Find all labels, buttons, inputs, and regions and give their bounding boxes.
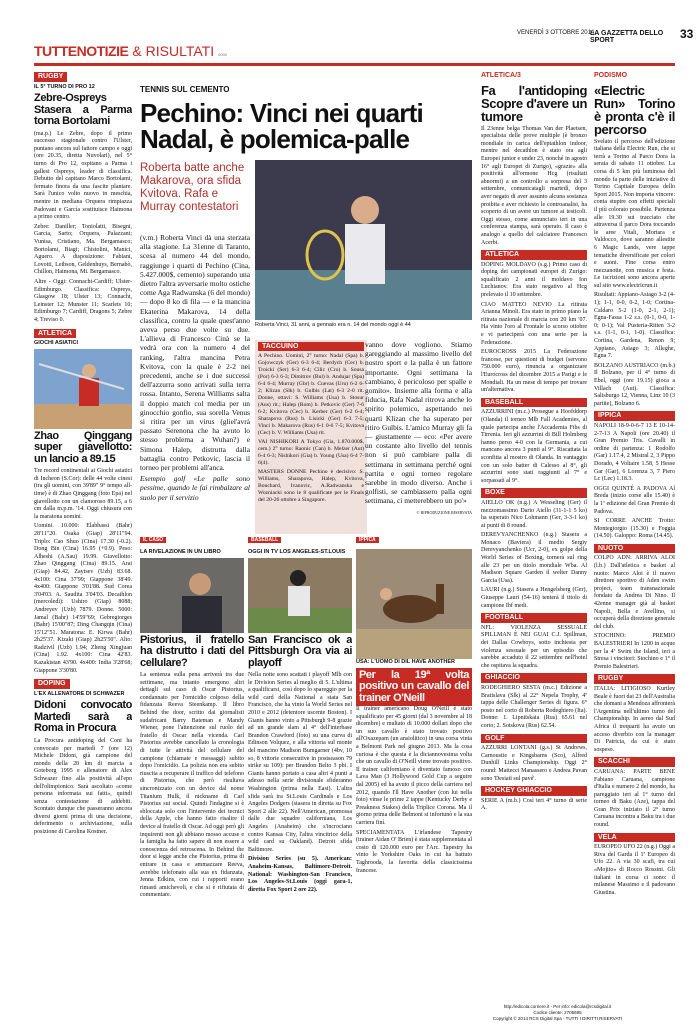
section-amp: &	[132, 43, 142, 59]
rugby-body: (ma.p.) Le Zebre, dopo il primo successo stagionale contro l'Ulster, puntano ancora sul fattore campo e oggi (ore 20.35, diretta Nuvolari), nel 5° turno di Pro 12, ospitano a Parma i gallesi Ospreys, leader di classifica. Debutto del capitano Marco Bortolami, fermato finora da una fascite plantare. Sarà l'unico volto nuovo in meschia, mentre in mediana Orquera rimpiazza Padovani e García sostituisce Haimona a primo centro.	[34, 130, 132, 221]
brief-text: ITALIA: LITIGIOSO Kurtley Beale è fuori dai 23 dell'Australia che domani a Mendoza affronterà l'Argentina nell'ultimo turno del Championship. In aereo dal Sud Africa il trequarti ha avuto un acceso diverbio con la manager Di Patricia, da cui è stato sospeso.	[594, 685, 675, 753]
rugby-lineup: Zebre: Daniller; Toniolatti, Bisegni, Garcia, Sarto; Orquera, Palazzani; Vunisa, Cristiano, Ma. Bergamasco; Bortolami, Biagi; Chistolini, Manici, Aguero. A disposizione: Fabiani, Lovotti, Leibson, Geldenhuys, Bernabò, Chillon, Haimona, Mi. Bergamasco.	[34, 223, 132, 276]
taccuino-body: A Pechino. Uomini, 2° turno: Nadal (Spa) b. Gojowczyk (Ger) 6-3 6-4; Berdych (Cec) b. Troicki (Ser) 6-3 6-4; Cilic (Cro) b. Sousa (Por) 6-3 6-3; Dimitrov (Bul) b. Andujar (Spa) 6-4 6-4; Murray (Gbr) b. Cuevas (Uru) 6-2 6-2; Klizan (Slk) b. Gulbis (Lat) 6-3 2-0 rit. Donne, ottavi: S. Williams (Usa) b. Stosur (Aus) rit.; Halep (Rom) b. Petkovic (Ger) 7-6 6-2; Kvitova (Cec) b. Kerber (Ger) 6-2 6-4; Sharapova (Rus) b. Lisicki (Ger) 6-3 7-5; Vinci b. Makarova (Rus) 6-1 0-6 7-5; Kvitova (Cec) b. V. Williams (Usa) rit.	[258, 353, 364, 436]
tennis-subtitle: Roberta batte anche Makarova, ora sfida Kvitova. Rafa e Murray contestatori	[140, 162, 245, 213]
caso-label: LA RIVELAZIONE IN UN LIBRO	[140, 549, 221, 555]
brief-text: DOPING MOLDAVO (s.g.) Primo caso di doping dei campionati europei di Zurigo: squalificato 2 anni il moldavo Ion Luchianov. Era stato negativo al Hcg prelevato il 10 settembre.	[481, 261, 587, 299]
caso-tag: IL CASO	[140, 537, 166, 543]
caso-body: La sentenza sulla pena arriverà tra due settimane, ma intanto emergono altri dettagli sul caso di Oscar Pistorius, condannato per l'omicidio colposo della fidanzata Reeva Steenkamp. Il libro Behind the door, scritto dai giornalisti sudafricani Barry Bateman e Mandy Wiener, pone l'attenzione sul ruolo del fratello di Oscar nella vicenda. Carl Pistorius avrebbe cancellato la cronologia di tutte le attività del cellulare del campione (chiamate e messaggi) subito dopo l'omicidio. La polizia non era subito riuscita a recuperare il traffico del telefono di Pistorius, che però risultava sincronizzato con un device dal nome Titanium Hulk, il nickname di Carl Pistorius sui social. Quindi l'indagine si è sbloccata solo con l'intervento dei tecnici della Apple, che hanno fatto risalire il device al fratello di Oscar. Ad oggi però gli inquirenti non gli abbiano mosso accuse e la famiglia ha fatto sapere di non essere a conoscenza del retroscena. In Behind the door si legge anche che Pistorius, prima di entrare in casa e ammazzare Reeva, avrebbe telefonato alla sua ex fidanzata, Jenna Edkins, con cui i rapporti erano rimasti amichevoli, e che si è rifiutata di commentare.	[140, 672, 244, 899]
zhao-photo	[34, 349, 132, 429]
horse-photo	[356, 549, 472, 659]
baseball-title: San Francisco ok a Pittsburgh Ora via ai playoff	[248, 633, 352, 669]
section-subtitle: RISULTATI	[145, 43, 215, 59]
footer-line3: Copyright © 2014 RCS Digital Spa - TUTTI I DIRITTI RISERVATI	[492, 1016, 623, 1021]
ippica-tag: IPPICA	[356, 537, 379, 543]
atletica-results: Uomini. 10.000: Elabbassi (Bahr) 28'11"20. Osaka (Giap) 28'11"94. Triplo: Cao Shuo (Cina) 17.30 (-0.2). Dong Bin (Cina) 16.95 (+0.9). Peso: Alheshi (A.Sau) 19.99. Giavellotto: Zhao Qinggang (Cina) 89.15. Arai (Giap) 84.42, Zaytsev (Uzb) 83.68. 4x100: Cina 37'99; Giappone 38'49. 4x400: Giappone 3'01'88. Sud Corea 3'04'03. A. Saudita 3'04'03. Decathlon (mercoledì): Ushiro (Giap) 8088; Andreyev (Uzb) 7879. Donne. 5000: Jamal (Bahr) 14'59"69; Gebregiorges (Bahr) 15'00"87; Ding Changqin (Cina) 15'12"51. Maratona: E. Kirwa (Bahr) 2h25'37. Kizaki (Giap) 2h25'50". Alto: Radzivil (Uzb) 1.94; Zheng Xingjuan (Cina) 1.92. 4x100: Cina 42'83. Kazakistan 43'90. 4x400: India 3'28'68; Giappone 3'30'80.	[34, 523, 132, 674]
brief-text: BOLZANO AUSTRIACO (m.b.) Il Bolzano, per il 4° turno di Ebel, oggi (ore 19.15) gioca a Villach (Aut). Classifica: Salisburgo 12, Vienna, Linz 10 (3 partite), Bolzano 6.	[594, 362, 675, 407]
brief-text: EUROPEO UFO 22 (n.g.) Oggi a Riva del Garda il 1ª Europeo di Ufo 22. A via 30 scafi, tra cui «Mojito» di Rocco Rossini. Gli italiani in corsa ci sono: il milanese Massimo e il padovano Giustina.	[594, 844, 675, 896]
baseball-strip	[248, 537, 281, 547]
atletica-title: Zhao Qinggang super giavellotto: un lancio a 89.15	[34, 429, 132, 465]
brief-section-bar: SCACCHI	[594, 757, 675, 767]
podismo-title: «Electric Run» Torino è pronta c'è il percorso	[594, 82, 675, 137]
mid-briefs-list	[481, 250, 587, 813]
tennis-body-col3	[365, 340, 472, 530]
horse-image-icon	[356, 549, 472, 659]
podismo-body: Svelato il percorso dell'edizione italiana della Electric Run, che si terrà a Torino al Parco Dora la serata di sabato 11 ottobre. La corsa di 5 km più luminosa del mondo fa parte delle iniziative di Torino Capitale Europea dello Sport 2015. Non importa vincere: conta stupire con effetti speciali il più colorato possibile. Partenza alle 19.30 sui tracciato che attraversa il parco Dora toccando le aree Vitali, Mortara e Valdocco, dove saranno allestite 6 Magic Lands, vere tappe tematiche diversificate per colori e suoni. Fine corsa entro mezzanotte, con musica e festa. Le iscrizioni sono ancora aperte sul sito www.electricrun.it	[594, 138, 675, 289]
brief-section-bar: BASEBALL	[481, 398, 587, 408]
page-header	[30, 27, 694, 44]
brief-text: DEREVYANCHENKO (n.g.) Stasera a Monaco (Baviera) il medio Sergiy Derevyanchenko (Ucr, 2-0), ex golpe della World Series of Boxing, tornerà sul ring alle 23 per un titolo mondiale Wba. Al Madison Square Garden il welter Danny Garcia (Usa).	[481, 532, 587, 584]
taccuino-box	[255, 340, 367, 534]
section-tiny: 0000	[218, 52, 228, 57]
ippica-spec: SPECIAMENTATA L'irlandese Tapestry (trainer Aidan O' Brien) è stata supplementata al costo di 120.000 euro per l'Arc. Tapestry ha vinto le Yorkshire Oaks in cui ha battuto Taghrooda, la favorita della classicissima francese.	[356, 829, 472, 874]
caso-col	[140, 549, 244, 1004]
brief-text: AIELLO OK (n.g.) A Wesseling (Ger) il mezzomassimo Dario Aiello (31-1-1 5 ko) ha superato Nico Lohmann (Ger, 3-3-1 ko) ai punti di 8 round.	[481, 499, 587, 529]
tennis-title: Pechino: Vinci nei quarti Nadal, è polemica-palle	[140, 98, 423, 154]
baseball-col	[248, 549, 352, 1004]
brief-section-bar: RUGBY	[594, 674, 675, 684]
tennis-credit: © RIPRODUZIONE RISERVATA	[416, 509, 472, 515]
atletica-label: GIOCHI ASIATICI	[34, 340, 78, 347]
podismo-tag: PODISMO	[594, 72, 628, 79]
atletica-body: Tre record continentali ai Giochi asiatici di Incheon (S.Cor): delle 44 volte cinesi (tra gli uomini, con 39'89" 9° tempo all-time) è di Zhao Qinggang (foto Epa) nel giavellotto con un clamoroso 89.15, a 6 cm dalla m.p.m. '14. Oggi chiusura con la maratona uomini.	[34, 468, 132, 520]
athlete-image-icon	[34, 349, 132, 429]
rugby-title: Zebre-Ospreys Stasera a Parma torna Bortolami	[34, 92, 132, 128]
page-number: 33	[680, 27, 694, 41]
vinci-caption: Roberta Vinci, 31 anni, a gennaio era n. 14 del mondo oggi è 44	[255, 322, 411, 328]
ippica-title: Per la 19ª volta positivo un cavallo del trainer O'Neill	[359, 668, 469, 704]
section-banner	[34, 43, 675, 66]
tennis-player-image-icon	[255, 160, 472, 320]
baseball-photo	[248, 558, 352, 633]
rugby-results: Altre - Oggi: Connacht-Cardiff; Ulster-Edimburgo. Classifica: Ospreys, Glasgow 18; Ulster 13; Connacht, Leinster 12; Munster 11; Scarlets 10; Edimburgo 7; Cardiff, Dragons 5; Zebre 4; Treviso 0.	[34, 278, 132, 323]
newspaper-name: LA GAZZETTA DELLO SPORT	[590, 30, 664, 44]
baseball-label: OGGI IN TV LOS ANGELES-ST.LOUIS	[248, 549, 346, 555]
footer-line1: http://edicola.corriere.it - Per info: edicola@rcsdigital.it	[503, 1004, 612, 1009]
brief-section-bar: IPPICA	[594, 411, 675, 421]
column-right	[594, 72, 675, 1002]
person-image-icon	[140, 558, 244, 633]
brief-section-bar: VELA	[594, 833, 675, 843]
brief-text: NFL: VIOLENZA SESSUALE SPILLMAN È NEI GUAI C.J. Spillman, dei Dallas Cowboys, sotto inchiesta per violenza sessuale per un episodio che sarebbe accaduto il 22 settembre nell'hotel che ospitava la squadra.	[481, 624, 587, 669]
doping-body: La Procura antidoping del Coni ha convocato per martedì 7 (ore 12) Michele Didoni, già campione del mondo della 20 km di marcia a Goteborg 1995 e allenatore di Alex Schwazer fino alla positività all'epo dell'olimpionico. Sarà ascoltato «come persona informata sui fatti», quindi senza contestazione di addebiti. Scontato dunque che passeranno ancora diversi giorni prima di una decisione, deferimento o archiviazione, sulla posizione di Carolina Kostner.	[34, 737, 132, 836]
rugby-tag: RUGBY	[34, 72, 67, 82]
pistorius-photo	[140, 558, 244, 633]
tennis-body2: vanno dove vogliono. Stiamo gareggiando al massimo livello del nostro sport e la palla è un fattore importante. Ogni settimana la cambiano, è pericoloso per spalle e gomito». Insieme alla forma e alla fiducia, Rafa Nadal ritrova anche lo spirito polemico, aspettando nei quarti Klizan che ha superato per ritiro Gulbis. L'amico Murray gli fa — giustamente — eco: «Per avere un costante alto livello del tennis non si può cambiare palla di settimana in settimana perché ogni partita e ogni torneo regolare sarebbe in modo diverso. Anche i golfisti, se cambiassero palla ogni settimana, ci metterebbero un po'»	[365, 340, 472, 506]
brief-text: Risultati: Appiano-Asiago 3-2 (4-1); 1-1, 0-0, 0-2, 1-0; Cortina-Caldaro 5-2 (1-0, 2-1, 2-1); Egna-Fassa 1-2 s.s. (0-1, 0-0, 1-0; 0-1); Val Pusteria-Ritten 3-2 s.s. (1-1, 0-1, 1-0). Classifica: Cortina, Gardena, Renon 9; Appiano, Asiago 3; Alleghe, Egna 7.	[594, 292, 675, 360]
doping-title: Didoni convocato Martedì sarà a Roma in Procura	[34, 699, 132, 735]
baseball-tag: BASEBALL	[248, 537, 281, 543]
brief-text: AZZURRINI (m.c.) Prosegue a Hoofddorp (Olanda) il torneo Mlb Fall Academies, al quale partecipa anche l'Accademia Fibs di Tirrenia. Ieri gli azzurrini di Bill Holmberg hanno perso 4-0 con la Germania, a cui mancano ancora 3 punti al 9°. Riscattata la sconfitta al mostro di Olanda. In vantaggio con un solo batter di Calesso al 8°, gli azzurrini sono stati raggiunti al 7° e sorpassati al 9°.	[481, 409, 587, 484]
brief-text: SI CORRE ANCHE Trotto: Montegiorgio (15.30) e Foggia (14.50). Galoppo: Roma (14.45).	[594, 518, 675, 540]
atletica3-tag: ATLETICA/3	[481, 72, 521, 79]
brief-text: STOCHINO: PREMIO BALESTRIERI In 1200 in acque per la 4ª Swim the Island, ieri a Stresa i vincitori: Stochino e 1° il Premio Balestrieri.	[594, 633, 675, 670]
atletica3-title: Fa l'antidoping Scopre d'avere un tumore	[481, 82, 587, 124]
brief-text: NAPOLI 18-9-0-6-7 13 E 10-14-2-7-13 A Napoli (ore 20.40) il Gran Premio Tris. Cavalli in ordine di partenza: 1 Rodolfo (Gar) 1.17.4, 2 Mistral 2, 3 Pippo Dorado, 4 Voltaire 1.58, 5 Hesse Gar (Gar), 6 Lorenza 3, 7 Piero Lc (Lec) 1.18.3.	[594, 422, 675, 483]
brief-text: CIAO MATTEO NEVIO La ritirata Arianna Minoli. Era stato in primo piano la ritirata nazionale di marcia con 20 km '07. Ha vinto l'oro al Frontale lo scorso ottobre e vi parteciperà con una serie per la Federazione.	[481, 301, 587, 346]
caso-title: Pistorius, il fratello ha distrutto i dati del cellulare?	[140, 633, 244, 669]
vinci-photo	[255, 160, 472, 320]
right-briefs-list	[594, 292, 675, 897]
header-date: VENERDÌ 3 OTTOBRE 2014	[517, 30, 595, 36]
brief-text: RODEGHIERO SESTA (m.c.) Edizione a Bratislava (Slk) al 22° Nepela Trophy, 4ª tappa delle Challenger Series di figura. 6° posto nel corto di Roberta Rodeghiero (Ita). Donne: 1. Lipnitskaia (Rus) 65.61 nel corto; 2. Sotskova (Rus) 62.54.	[481, 684, 587, 729]
ippica-strip	[356, 537, 379, 547]
footer	[440, 1004, 675, 1022]
brief-section-bar: GHIACCIO	[481, 673, 587, 683]
ippica-label: USA: L'UOMO DI DIL HAVE ANOTHER	[356, 659, 455, 665]
baseball-player-image-icon	[248, 558, 352, 633]
brief-section-bar: BOXE	[481, 488, 587, 498]
ippica-col	[356, 549, 472, 1004]
doping-label: L'EX ALLENATORE DI SCHWAZER	[34, 690, 125, 697]
brief-text: CARUANA: PARTE BENE Fabiano Caruana, campione d'Italia e numero 2 del mondo, ha pareggiato ieri al 1° turno del torneo di Baku (Aze), tappa del Gran Prix iniziato il 2° turno Caruana incontra a Baku tra i due round.	[594, 768, 675, 829]
section-title: TUTTENOTIZIE	[34, 43, 129, 59]
ippica-body: Il trainer americano Doug O'Neill è stato squalificato per 45 giorni (dal 3 novembre al 18 dicembre) e multato di 10.000 dollari dopo che un suo cavallo è stato trovato positivo all'Oxazepam (un ansiolitico) in una corsa vinta a Belmont Park nel giugno 2013. Ma la cosa curiosa è che questa è la diciannovesima volta che un cavallo di O'Neill viene trovato positivo. Il trainer californiano è diventato famoso con Lava Man (3 Hollywood Gold Cup a seguire dal 2005) ed ha avuto il picco della carriera nel 2012, quando I'll Have Another (con lui nella foto) vinse le prime 2 tappe (Kentucky Derby e Preakness Stakes) della Triplice Corona. Ma il giorno prima delle Belmont si infortunò e la sua carriera finì.	[356, 706, 472, 826]
brief-section-bar: NUOTO	[594, 544, 675, 554]
column-left	[34, 72, 132, 1007]
tennis-kicker: TENNIS SUL CEMENTO	[140, 85, 230, 94]
brief-text: LAURI (n.g.) Stasera a Hengelsberg (Ger), Giuseppe Lauri (54-16) tenterà il titolo di campione Ibf medi.	[481, 587, 587, 609]
brief-text: EUROCROSS 2015 La Federazione francese, per questioni di budget (servono 750.000 euro), rinuncia a organizzare l'Eurocross del dicembre 2015 a Parigi e le Mondiali. Ha un mese di tempo per trovare un'alternativa.	[481, 349, 587, 394]
brief-text: COLPO ADN: ARRIVA ALOI (l.b.) Dall'atletica e basket al nuoto: Marco Aloi è il nuovo direttore sportivo di Aden swim project, team transnazionale fondato da Andrea Di Nino. Il 42enne manager già al basket Napoli, Bella e Avellino, si occuperà della direzione generale del club.	[594, 555, 675, 630]
tennis-body: (v.m.) Roberta Vinci dà una sterzata alla stagione. La 31enne di Taranto, scesa al numero 44 del mondo, raggiunge i quarti di Pechino (Cina, 5.427.000$, cemento) superando una dietro l'altra avversarie molto ostiche come Aga Radwanska (6 del mondo) — dopo 8 ko di fila — e la mancina Ekaterina Makarova, 14 della classifica, contro la quale quest'anno aveva perso due volte su due. L'allieva di Francesco Cinà se la vedrà ora con la numero 4 del ranking, l'altra mancina Petra Kvitova, con la quale è 2-2 nei precedenti, anche se i due successi dell'azzurra sono arrivati sulla terra rossa. Intanto, Serena Williams salta il doppio match col media per un ginocchio gonfio, sua sorella Venus si ritira per un virus (gliel'avrà passato Serenona che ha avuto lo stesso problema a Wuhan?) e Simona Halep, distrutta dalla battaglia contro Petkovic, lascia il torneo per problemi all'anca.	[140, 233, 250, 473]
doping-tag: DOPING	[34, 679, 70, 689]
brief-section-bar: ATLETICA	[481, 250, 587, 260]
column-mid-right	[481, 72, 587, 1002]
brief-text: OGGI QUINTÉ A PADOVA Al Breda (inizio corse alle 15.40) è la 1ª edizione del Gran Premio di Padova.	[594, 485, 675, 515]
taccuino-title: TACCUINO	[258, 342, 364, 351]
caso-strip	[140, 537, 166, 547]
atletica-tag: ATLETICA	[34, 329, 76, 339]
brief-section-bar: HOCKEY GHIACCIO	[481, 786, 587, 796]
footer-line2: Codice cliente: 2705695	[533, 1010, 582, 1015]
baseball-body: Nella notte sono scattati i playoff Mlb con le Division Series al meglio di 5. L'ultima a qualificarsi, così dopo lo spareggio per la wild card della National a stata San Francisco, che ha vinto la World Series nel 2010 e 2012 (detentore uscente Boston). I Giants hanno vinto a Pittsburgh 9-8 grazie ad un grande slam al 4° dell'interbase Brandon Crawford (foto) su una curva di Edinson Volquez, e alla vittoria sul monte del mancino Madison Bumgarner (4bv, 10 so, 8 vittorie consecutive in postseason 79 strike su 109): per Brandon Belto 3 pbi. I Giants hanno portato a casa altri 4 punti a adesso nella serie divisionale sfideranno Washington (prima nella East). L'altra sfida sarà tra St.Louis Cardinals e Los Angeles Dodgers (stasera in diretta su Fox Sport 2 alle 22). Nell'American, promossa dalle due squadre californiana, Los Angeles (Anaheim) che s'incrociano contro Kansas City, l'altra vincitrice della wild card su Oakland). Detroit sfida Baltimore.	[248, 672, 352, 853]
taccuino-masters: MASTERS DONNE Pechino è decisivo: S. Williams, Sharapova, Halep, Kvitova, Bouchard, Ivanovic, A.Radwanska e Wozniacki sono le 8 qualificate per le Finals del 20-26 ottobre a Singapore.	[258, 469, 364, 503]
brief-section-bar: FOOTBALL	[481, 613, 587, 623]
baseball-results: Division Series (su 5). American: Anaheim-Kansas, Baltimore-Detroit. National: Washington-San Francisco, Los Angeles-St.Louis (oggi gara-1, diretta Fox Sport 2 ore 22).	[248, 856, 352, 893]
atletica3-body: Il 23enne belga Thomas Van der Plaetsen, specialista delle prove multiple (è bronzo mondiale in carica dell'eptathlon indoor, mentre nel decathlon è stato ora agli Europei junior e under 23, nonché in agosto 16° agli Europei di Zurigo), «grazie» alla positività all'ormone Hcg (risultati abnormi) a un controllo a sorpresa del 3 settembre, comunicatagli martedì, dopo aver negato di aver assunto alcuna sostanza proibita e aver richiesto le controanalisi, ha scoperto di un avere un tumore ai testicoli. Oggi stesso, come annunciato ieri in una conferenza stampa, sarà operato. Il caso è analogo a quello del calciatore Francesco Acerbi.	[481, 125, 587, 246]
brief-section-bar: GOLF	[481, 734, 587, 744]
brief-text: AZZURRI LONTANI (g.s.) St Andrews, Carnoustie e Kingsbarns (Sco), Alfred Dunhill Links Championship. Oggi 2° round: Mattecci Manassero e Andrea Pavan sono 'Desiati sul pavé'.	[481, 745, 587, 782]
brief-text: SERIE A (m.b.) Così ieri 4° turno di serie A.	[481, 797, 587, 812]
tennis-body-col1	[140, 233, 250, 533]
taccuino-tokyo: VAI NISHIKORI A Tokyo (Gia, 1.870.000$, cem.) 2° turno: Raonic (Can) b. Melzer (Aut) 6-4 6-3; Nishikori (Gia) b. Young (Usa) 6-4 7-6(4).	[258, 439, 364, 466]
ippica-title-box	[356, 668, 472, 707]
tennis-quote: Esempio golf «Le palle sono pessime, quando le fai rimbalzare al suolo per il servizio	[140, 474, 250, 502]
rugby-label: IL 5° TURNO DI PRO 12	[34, 83, 95, 90]
